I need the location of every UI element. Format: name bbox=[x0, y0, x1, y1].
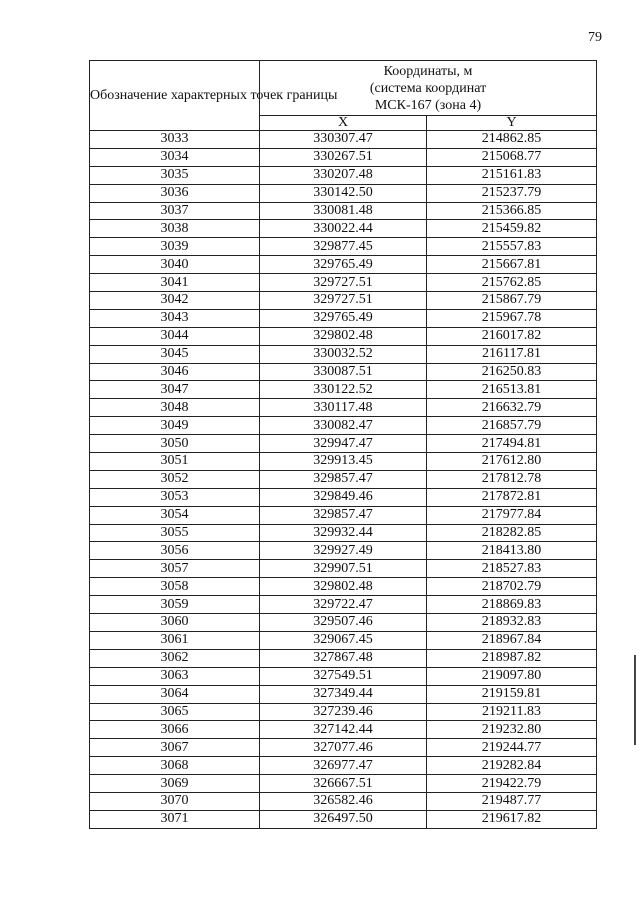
table-row bbox=[90, 435, 597, 453]
cell-y: 215161.83 bbox=[427, 166, 597, 184]
cell-x: 329727.51 bbox=[260, 292, 427, 310]
cell-y: 218527.83 bbox=[427, 560, 597, 578]
cell-point: 3067 bbox=[90, 739, 260, 757]
cell-x: 329849.46 bbox=[260, 488, 427, 506]
table-row bbox=[90, 596, 597, 614]
cell-point: 3055 bbox=[90, 524, 260, 542]
cell-x: 327077.46 bbox=[260, 739, 427, 757]
cell-point: 3062 bbox=[90, 649, 260, 667]
cell-y: 215068.77 bbox=[427, 148, 597, 166]
cell-y: 218869.83 bbox=[427, 596, 597, 614]
cell-y: 215762.85 bbox=[427, 274, 597, 292]
cell-y: 215967.78 bbox=[427, 309, 597, 327]
cell-y: 217612.80 bbox=[427, 453, 597, 471]
cell-x: 330122.52 bbox=[260, 381, 427, 399]
cell-point: 3063 bbox=[90, 667, 260, 685]
cell-x: 327142.44 bbox=[260, 721, 427, 739]
cell-x: 329907.51 bbox=[260, 560, 427, 578]
header-coordinates-line2: (система координат bbox=[369, 80, 487, 96]
cell-point: 3065 bbox=[90, 703, 260, 721]
cell-x: 329727.51 bbox=[260, 274, 427, 292]
table-row bbox=[90, 775, 597, 793]
cell-x: 330117.48 bbox=[260, 399, 427, 417]
cell-y: 216117.81 bbox=[427, 345, 597, 363]
cell-point: 3033 bbox=[90, 131, 260, 149]
cell-x: 329927.49 bbox=[260, 542, 427, 560]
cell-x: 326497.50 bbox=[260, 810, 427, 828]
cell-y: 219097.80 bbox=[427, 667, 597, 685]
table-row bbox=[90, 810, 597, 828]
cell-point: 3041 bbox=[90, 274, 260, 292]
cell-x: 329722.47 bbox=[260, 596, 427, 614]
table-row bbox=[90, 506, 597, 524]
cell-y: 219244.77 bbox=[427, 739, 597, 757]
table-row bbox=[90, 667, 597, 685]
cell-x: 329802.48 bbox=[260, 578, 427, 596]
cell-y: 214862.85 bbox=[427, 131, 597, 149]
cell-point: 3035 bbox=[90, 166, 260, 184]
coordinates-table bbox=[89, 60, 597, 829]
cell-x: 326977.47 bbox=[260, 757, 427, 775]
table-row bbox=[90, 560, 597, 578]
cell-point: 3047 bbox=[90, 381, 260, 399]
table-row bbox=[90, 256, 597, 274]
cell-y: 218932.83 bbox=[427, 614, 597, 632]
table-row bbox=[90, 739, 597, 757]
cell-point: 3036 bbox=[90, 184, 260, 202]
cell-y: 219422.79 bbox=[427, 775, 597, 793]
cell-point: 3051 bbox=[90, 453, 260, 471]
table-row bbox=[90, 309, 597, 327]
cell-y: 217977.84 bbox=[427, 506, 597, 524]
cell-point: 3070 bbox=[90, 792, 260, 810]
cell-point: 3060 bbox=[90, 614, 260, 632]
cell-x: 330081.48 bbox=[260, 202, 427, 220]
table-row bbox=[90, 488, 597, 506]
cell-point: 3045 bbox=[90, 345, 260, 363]
table-row bbox=[90, 381, 597, 399]
cell-x: 327349.44 bbox=[260, 685, 427, 703]
table-row bbox=[90, 399, 597, 417]
table-row bbox=[90, 578, 597, 596]
cell-x: 330307.47 bbox=[260, 131, 427, 149]
cell-point: 3048 bbox=[90, 399, 260, 417]
table-row bbox=[90, 202, 597, 220]
cell-point: 3049 bbox=[90, 417, 260, 435]
table-row bbox=[90, 327, 597, 345]
cell-y: 219232.80 bbox=[427, 721, 597, 739]
cell-x: 329857.47 bbox=[260, 506, 427, 524]
cell-point: 3037 bbox=[90, 202, 260, 220]
cell-x: 330207.48 bbox=[260, 166, 427, 184]
cell-point: 3040 bbox=[90, 256, 260, 274]
cell-point: 3071 bbox=[90, 810, 260, 828]
table-row bbox=[90, 363, 597, 381]
table-row bbox=[90, 757, 597, 775]
cell-point: 3038 bbox=[90, 220, 260, 238]
cell-x: 330082.47 bbox=[260, 417, 427, 435]
table-header bbox=[90, 61, 597, 131]
scan-edge-mark bbox=[634, 655, 636, 745]
cell-x: 330022.44 bbox=[260, 220, 427, 238]
table-row bbox=[90, 542, 597, 560]
cell-point: 3059 bbox=[90, 596, 260, 614]
table-row bbox=[90, 238, 597, 256]
cell-x: 329877.45 bbox=[260, 238, 427, 256]
cell-y: 215237.79 bbox=[427, 184, 597, 202]
cell-y: 217872.81 bbox=[427, 488, 597, 506]
cell-y: 218702.79 bbox=[427, 578, 597, 596]
table-row bbox=[90, 274, 597, 292]
cell-x: 329765.49 bbox=[260, 309, 427, 327]
cell-y: 219487.77 bbox=[427, 792, 597, 810]
cell-x: 329802.48 bbox=[260, 327, 427, 345]
cell-point: 3043 bbox=[90, 309, 260, 327]
cell-point: 3066 bbox=[90, 721, 260, 739]
cell-point: 3068 bbox=[90, 757, 260, 775]
table-row bbox=[90, 614, 597, 632]
table-row bbox=[90, 345, 597, 363]
table-row bbox=[90, 685, 597, 703]
cell-y: 219159.81 bbox=[427, 685, 597, 703]
header-coordinates-line3: МСК-167 (зона 4) bbox=[374, 97, 482, 113]
table-row bbox=[90, 148, 597, 166]
cell-x: 326667.51 bbox=[260, 775, 427, 793]
cell-x: 329913.45 bbox=[260, 453, 427, 471]
cell-x: 327867.48 bbox=[260, 649, 427, 667]
cell-y: 215667.81 bbox=[427, 256, 597, 274]
table-row bbox=[90, 292, 597, 310]
cell-x: 326582.46 bbox=[260, 792, 427, 810]
cell-point: 3046 bbox=[90, 363, 260, 381]
table-row bbox=[90, 166, 597, 184]
cell-x: 329067.45 bbox=[260, 631, 427, 649]
cell-point: 3039 bbox=[90, 238, 260, 256]
cell-point: 3064 bbox=[90, 685, 260, 703]
cell-y: 217812.78 bbox=[427, 470, 597, 488]
cell-x: 330087.51 bbox=[260, 363, 427, 381]
table-row bbox=[90, 631, 597, 649]
cell-point: 3061 bbox=[90, 631, 260, 649]
cell-y: 218282.85 bbox=[427, 524, 597, 542]
page-number: 79 bbox=[588, 30, 602, 45]
header-x: X bbox=[260, 116, 427, 131]
cell-x: 327549.51 bbox=[260, 667, 427, 685]
table-row bbox=[90, 649, 597, 667]
cell-x: 329932.44 bbox=[260, 524, 427, 542]
table-row bbox=[90, 184, 597, 202]
table-row bbox=[90, 792, 597, 810]
cell-point: 3050 bbox=[90, 435, 260, 453]
cell-point: 3052 bbox=[90, 470, 260, 488]
cell-point: 3044 bbox=[90, 327, 260, 345]
cell-y: 217494.81 bbox=[427, 435, 597, 453]
cell-y: 216017.82 bbox=[427, 327, 597, 345]
table-row bbox=[90, 417, 597, 435]
cell-y: 218967.84 bbox=[427, 631, 597, 649]
table-row bbox=[90, 524, 597, 542]
cell-y: 218987.82 bbox=[427, 649, 597, 667]
cell-point: 3034 bbox=[90, 148, 260, 166]
cell-y: 215366.85 bbox=[427, 202, 597, 220]
cell-point: 3069 bbox=[90, 775, 260, 793]
cell-y: 216513.81 bbox=[427, 381, 597, 399]
cell-y: 218413.80 bbox=[427, 542, 597, 560]
table-row bbox=[90, 721, 597, 739]
cell-x: 327239.46 bbox=[260, 703, 427, 721]
table-row bbox=[90, 131, 597, 149]
cell-x: 329507.46 bbox=[260, 614, 427, 632]
header-coordinates-line1: Координаты, м bbox=[383, 63, 473, 79]
cell-point: 3058 bbox=[90, 578, 260, 596]
table-body bbox=[90, 131, 597, 829]
table-row bbox=[90, 703, 597, 721]
cell-point: 3053 bbox=[90, 488, 260, 506]
cell-point: 3054 bbox=[90, 506, 260, 524]
cell-x: 329857.47 bbox=[260, 470, 427, 488]
cell-y: 219211.83 bbox=[427, 703, 597, 721]
table-row bbox=[90, 470, 597, 488]
cell-x: 329765.49 bbox=[260, 256, 427, 274]
cell-y: 219282.84 bbox=[427, 757, 597, 775]
cell-point: 3042 bbox=[90, 292, 260, 310]
cell-y: 215459.82 bbox=[427, 220, 597, 238]
cell-y: 216250.83 bbox=[427, 363, 597, 381]
cell-point: 3056 bbox=[90, 542, 260, 560]
cell-x: 330142.50 bbox=[260, 184, 427, 202]
cell-y: 216857.79 bbox=[427, 417, 597, 435]
cell-point: 3057 bbox=[90, 560, 260, 578]
table-row bbox=[90, 453, 597, 471]
cell-y: 215867.79 bbox=[427, 292, 597, 310]
cell-y: 215557.83 bbox=[427, 238, 597, 256]
header-point-designation: Обозначение характерных точек границы bbox=[90, 61, 260, 131]
cell-y: 219617.82 bbox=[427, 810, 597, 828]
cell-x: 330032.52 bbox=[260, 345, 427, 363]
cell-y: 216632.79 bbox=[427, 399, 597, 417]
table-row bbox=[90, 220, 597, 238]
cell-x: 330267.51 bbox=[260, 148, 427, 166]
cell-x: 329947.47 bbox=[260, 435, 427, 453]
header-y: Y bbox=[427, 116, 597, 131]
